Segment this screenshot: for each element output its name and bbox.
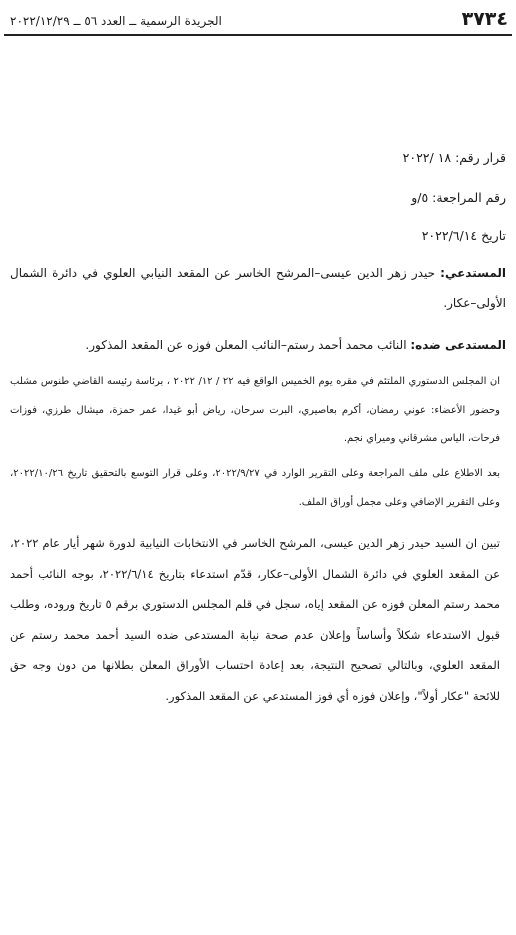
gazette-issue-title: الجريدة الرسمية ــ العدد ٥٦ ــ ٢٠٢٢/١٢/٢٩ [10, 14, 222, 28]
decision-number: قرار رقم: ١٨ /٢٠٢٢ [402, 150, 506, 165]
header-divider [4, 34, 512, 36]
council-paragraph: ان المجلس الدستوري الملتئم في مقره يوم الخميس الواقع فيه ٢٢ / ١٢/ ٢٠٢٢ ، برئاسة رئيسه القاضي طنوس مشلب وحضور الأعضاء: عوني رمضان، أكرم بعاصيري، البرت سرحان، رياض أبو غيدا، عمر حمزة، ميشال طرزي، فوزات فرحات، الياس مشرقاني وميراي نجم. [10, 376, 500, 444]
appellant-text: حيدر زهر الدين عيسى–المرشح الخاسر عن المقعد النيابي العلوي في دائرة الشمال الأولى–عكار. [10, 266, 506, 310]
respondent-paragraph [10, 330, 506, 360]
respondent-label: المستدعى ضده: [410, 338, 506, 352]
decision-date: تاريخ ٢٠٢٢/٦/١٤ [421, 228, 506, 243]
review-paragraph: بعد الاطلاع على ملف المراجعة وعلى التقرير الوارد في ٢٠٢٢/٩/٢٧، وعلى قرار التوسع بالتحقيق تاريخ ٢٠٢٢/١٠/٢٦، وعلى التقرير الإضافي وعلى مجمل أوراق الملف. [10, 468, 500, 508]
facts-paragraph: تبين ان السيد حيدر زهر الدين عيسى، المرشح الخاسر في الانتخابات النيابية لدورة شهر أيار عام ٢٠٢٢، عن المقعد العلوي في دائرة الشمال الأولى–عكار، قدّم استدعاء بتاريخ ٢٠٢٢/٦/١٤، بوجه النائب أحمد محمد رستم المعلن فوزه عن المقعد إياه، سجل في قلم المجلس الدستوري برقم ٥ تاريخ وروده، وطلب قبول الاستدعاء شكلاً وأساساً وإعلان عدم صحة نيابة المستدعى ضده السيد أحمد محمد رستم عن المقعد العلوي، وبالتالي تصحيح النتيجة، بعد إعادة احتساب الأوراق المعلن بطلانها من دون وجه حق للائحة "عكار أولاً"، وإعلان فوزه أي فوز المستدعي عن المقعد المذكور. [10, 536, 500, 703]
respondent-text: النائب محمد أحمد رستم–النائب المعلن فوزه عن المقعد المذكور. [85, 338, 411, 352]
page-header [4, 6, 512, 36]
appellant-paragraph [10, 258, 506, 318]
reference-number: رقم المراجعة: ٥/و [411, 190, 506, 205]
appellant-label: المستدعي: [440, 266, 506, 280]
page-number: ٣٧٣٤ [461, 8, 508, 30]
